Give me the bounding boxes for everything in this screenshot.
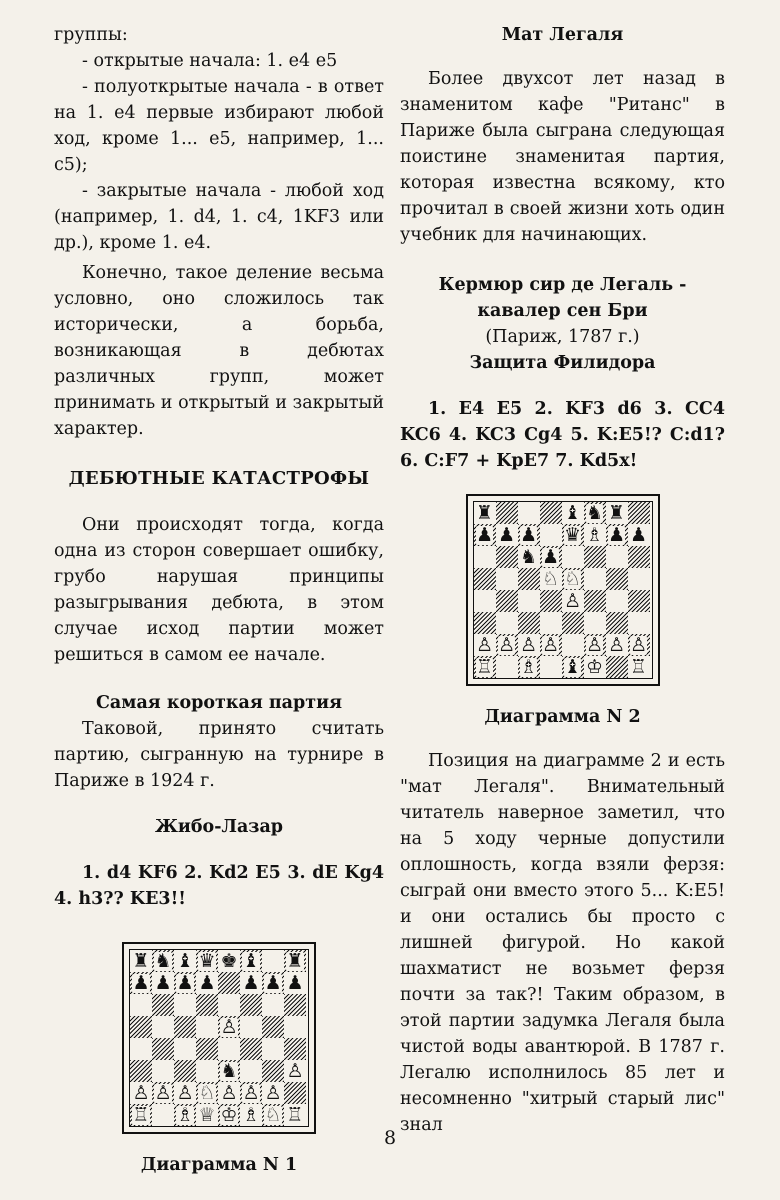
chess-piece-icon: ♘ (563, 567, 582, 590)
board-square (474, 524, 496, 546)
board-square (562, 502, 584, 524)
board-square (284, 1038, 306, 1060)
board-square (284, 1060, 306, 1082)
board-square (174, 1104, 196, 1126)
chess-piece-icon: ♟ (176, 971, 194, 994)
board-square (130, 972, 152, 994)
board-square (584, 546, 606, 568)
board-square (262, 1082, 284, 1104)
paragraph-legal-intro: Более двухсот лет назад в знаменитом кафе "Ританс" в Париже была сыграна следующая поистине знаменитая партия, которая известна всякому, кто прочитал в своей жизни хоть один учебник для начинающих. (400, 69, 725, 245)
chess-piece-icon: ♙ (585, 633, 604, 656)
board-square (562, 546, 584, 568)
board-square (540, 524, 562, 546)
board-square (474, 546, 496, 568)
game-moves-legal: 1. E4 E5 2. KF3 d6 3. CC4 KC6 4. KC3 Cg4 5. K:E5!? C:d1? 6. C:F7 + KpE7 7. Kd5x! (400, 399, 725, 471)
chess-piece-icon: ♝ (563, 501, 582, 524)
board-square (130, 1016, 152, 1038)
board-square (628, 546, 650, 568)
section-title: ДЕБЮТНЫЕ КАТАСТРОФЫ (68, 468, 370, 489)
board-square (540, 546, 562, 568)
chess-piece-icon: ♙ (220, 1081, 238, 1104)
chess-piece-icon: ♖ (286, 1103, 304, 1126)
board-square (152, 1060, 174, 1082)
board-square (496, 656, 518, 678)
opening-name: Защита Филидора (469, 353, 656, 373)
list-item-open: - открытые начала: 1. е4 е5 (82, 51, 338, 71)
chess-piece-icon: ♜ (607, 501, 626, 524)
chess-diagram-2 (466, 494, 660, 686)
chess-piece-icon: ♙ (607, 633, 626, 656)
chess-piece-icon: ♘ (541, 567, 560, 590)
board-square (152, 950, 174, 972)
chess-piece-icon: ♜ (475, 501, 494, 524)
chess-piece-icon: ♝ (176, 949, 194, 972)
board-square (606, 590, 628, 612)
board-square (218, 950, 240, 972)
board-square (562, 524, 584, 546)
board-square (496, 634, 518, 656)
board-square (584, 568, 606, 590)
board-square (562, 568, 584, 590)
board-square (606, 546, 628, 568)
chess-piece-icon: ♛ (563, 523, 582, 546)
chess-piece-icon: ♕ (198, 1103, 216, 1126)
board-square (518, 590, 540, 612)
board-square (540, 612, 562, 634)
chess-piece-icon: ♖ (475, 655, 494, 678)
board-square (130, 1082, 152, 1104)
board-square (196, 950, 218, 972)
board-square (628, 502, 650, 524)
board-square (628, 656, 650, 678)
game-moves: 1. d4 KF6 2. Kd2 E5 3. dE Kg4 4. h3?? KE3!! (54, 863, 384, 909)
chess-diagram-1 (122, 942, 316, 1134)
board-square (496, 568, 518, 590)
board-square (474, 656, 496, 678)
chess-piece-icon: ♚ (220, 949, 238, 972)
board-square (518, 656, 540, 678)
board-square (240, 1082, 262, 1104)
chess-piece-icon: ♟ (629, 523, 648, 546)
chess-piece-icon: ♘ (264, 1103, 282, 1126)
game-place: (Париж, 1787 г.) (485, 327, 640, 347)
chess-piece-icon: ♗ (176, 1103, 194, 1126)
chess-piece-icon: ♟ (154, 971, 172, 994)
chess-piece-icon: ♖ (629, 655, 648, 678)
board-square (540, 590, 562, 612)
board-square (240, 950, 262, 972)
board-square (174, 950, 196, 972)
chess-piece-icon: ♙ (563, 589, 582, 612)
board-square (262, 972, 284, 994)
board-square (174, 1060, 196, 1082)
list-item-closed: - закрытые начала - любой ход (например, 1. d4, 1. с4, 1KF3 или др.), кроме 1. е4. (54, 181, 384, 253)
chess-piece-icon: ♔ (585, 655, 604, 678)
board-square (240, 1038, 262, 1060)
board-square (218, 1060, 240, 1082)
board-square (284, 972, 306, 994)
chess-piece-icon: ♗ (242, 1103, 260, 1126)
chess-piece-icon: ♟ (519, 523, 538, 546)
board-square (628, 590, 650, 612)
game-title-legal: Кермюр сир де Легаль - кавалер сен Бри (438, 275, 687, 321)
chess-piece-icon: ♘ (198, 1081, 216, 1104)
chess-board-2 (474, 502, 652, 678)
board-square (628, 568, 650, 590)
board-square (606, 612, 628, 634)
board-square (130, 1104, 152, 1126)
board-square (130, 1060, 152, 1082)
board-square (152, 1038, 174, 1060)
board-square (284, 950, 306, 972)
paragraph-division: Конечно, такое деление весьма условно, оно сложилось так исторически, а борьба, возникающая в дебютах различных групп, может принимать и открытый и закрытый характер. (54, 263, 384, 439)
chess-piece-icon: ♙ (176, 1081, 194, 1104)
board-square (540, 568, 562, 590)
paragraph-shortest-game: Таковой, принято считать партию, сыгранную на турнире в Париже в 1924 г. (54, 719, 384, 791)
board-square (562, 590, 584, 612)
board-square (284, 994, 306, 1016)
board-square (240, 1104, 262, 1126)
chess-piece-icon: ♙ (286, 1059, 304, 1082)
board-square (196, 994, 218, 1016)
board-square (562, 634, 584, 656)
board-square (606, 634, 628, 656)
chess-piece-icon: ♙ (475, 633, 494, 656)
chess-piece-icon: ♙ (629, 633, 648, 656)
board-square (130, 1038, 152, 1060)
board-square (474, 590, 496, 612)
board-square (196, 1082, 218, 1104)
board-square (518, 524, 540, 546)
board-square (196, 1104, 218, 1126)
board-square (496, 524, 518, 546)
chess-piece-icon: ♞ (154, 949, 172, 972)
paragraph-groups: группы: (54, 25, 128, 45)
paragraph-legal-analysis: Позиция на диаграмме 2 и есть "мат Легаля". Внимательный читатель наверное заметил, что на 5 ходу черные допустили оплошность, когда взяли ферзя: сыграй они вместо этого 5... K:E5! и они остались бы просто с лишней фигурой. Но какой шахматист не возьмет ферзя почти за так?! Таким образом, в этой партии задумка Легаля была чистой воды авантюрой. В 1787 г. Легалю исполнилось 85 лет и несомненно "хитрый старый лис" знал (400, 751, 725, 1135)
board-square (262, 1016, 284, 1038)
board-square (174, 994, 196, 1016)
board-square (540, 634, 562, 656)
board-square (474, 502, 496, 524)
board-square (496, 612, 518, 634)
board-square (496, 590, 518, 612)
board-square (262, 950, 284, 972)
chess-piece-icon: ♙ (519, 633, 538, 656)
subsection-title: Самая короткая партия (95, 693, 343, 713)
chess-piece-icon: ♟ (242, 971, 260, 994)
board-square (218, 1038, 240, 1060)
board-square (262, 1038, 284, 1060)
board-square (218, 1104, 240, 1126)
chess-piece-icon: ♜ (132, 949, 150, 972)
chess-piece-icon: ♞ (519, 545, 538, 568)
board-square (606, 524, 628, 546)
board-square (240, 1016, 262, 1038)
board-square (628, 524, 650, 546)
article-title: Мат Легаля (501, 25, 624, 45)
chess-piece-icon: ♟ (132, 971, 150, 994)
left-column (54, 22, 384, 1178)
diagram-2-caption: Диаграмма N 2 (484, 707, 641, 727)
board-square (496, 502, 518, 524)
chess-piece-icon: ♞ (220, 1059, 238, 1082)
chess-piece-icon: ♙ (242, 1081, 260, 1104)
board-square (174, 972, 196, 994)
board-square (218, 972, 240, 994)
board-square (240, 994, 262, 1016)
board-square (196, 972, 218, 994)
chess-piece-icon: ♙ (154, 1081, 172, 1104)
board-square (518, 568, 540, 590)
board-square (284, 1082, 306, 1104)
board-square (584, 634, 606, 656)
board-square (152, 994, 174, 1016)
board-square (262, 994, 284, 1016)
board-square (262, 1060, 284, 1082)
board-square (606, 502, 628, 524)
chess-piece-icon: ♛ (198, 949, 216, 972)
board-square (540, 502, 562, 524)
board-square (174, 1082, 196, 1104)
board-square (152, 972, 174, 994)
chess-piece-icon: ♙ (497, 633, 516, 656)
board-square (152, 1016, 174, 1038)
board-square (584, 524, 606, 546)
board-square (218, 994, 240, 1016)
board-square (130, 994, 152, 1016)
board-square (218, 1082, 240, 1104)
chess-piece-icon: ♗ (585, 523, 604, 546)
chess-piece-icon: ♞ (585, 501, 604, 524)
chess-piece-icon: ♙ (264, 1081, 282, 1104)
chess-piece-icon: ♔ (220, 1103, 238, 1126)
board-square (240, 972, 262, 994)
chess-piece-icon: ♝ (563, 655, 582, 678)
board-square (540, 656, 562, 678)
chess-piece-icon: ♖ (132, 1103, 150, 1126)
board-square (474, 568, 496, 590)
board-square (518, 502, 540, 524)
chess-piece-icon: ♟ (497, 523, 516, 546)
chess-piece-icon: ♟ (475, 523, 494, 546)
diagram-1-caption: Диаграмма N 1 (140, 1155, 298, 1175)
chess-piece-icon: ♝ (242, 949, 260, 972)
chess-piece-icon: ♟ (541, 545, 560, 568)
board-square (584, 590, 606, 612)
paragraph-catastrophes: Они происходят тогда, когда одна из сторон совершает ошибку, грубо нарушая принципы разыгрывания дебюта, в этом случае исход партии может решиться в самом ее начале. (54, 515, 384, 665)
board-square (284, 1104, 306, 1126)
board-square (174, 1016, 196, 1038)
chess-piece-icon: ♙ (220, 1015, 238, 1038)
board-square (284, 1016, 306, 1038)
board-square (262, 1104, 284, 1126)
board-square (474, 634, 496, 656)
board-square (628, 612, 650, 634)
board-square (174, 1038, 196, 1060)
board-square (474, 612, 496, 634)
board-square (606, 656, 628, 678)
board-square (584, 612, 606, 634)
board-square (240, 1060, 262, 1082)
chess-piece-icon: ♟ (286, 971, 304, 994)
chess-piece-icon: ♙ (132, 1081, 150, 1104)
chess-board-1 (130, 950, 308, 1126)
board-square (628, 634, 650, 656)
diagram-2-wrapper (400, 494, 725, 730)
board-square (218, 1016, 240, 1038)
board-square (196, 1016, 218, 1038)
board-square (518, 634, 540, 656)
board-square (606, 568, 628, 590)
page-number: 8 (383, 1127, 397, 1149)
chess-piece-icon: ♗ (519, 655, 538, 678)
chess-piece-icon: ♟ (198, 971, 216, 994)
board-square (152, 1082, 174, 1104)
board-square (584, 502, 606, 524)
board-square (562, 612, 584, 634)
board-square (196, 1060, 218, 1082)
chess-piece-icon: ♙ (541, 633, 560, 656)
board-square (196, 1038, 218, 1060)
board-square (152, 1104, 174, 1126)
board-square (562, 656, 584, 678)
board-square (518, 612, 540, 634)
chess-piece-icon: ♟ (607, 523, 626, 546)
board-square (130, 950, 152, 972)
chess-piece-icon: ♟ (264, 971, 282, 994)
chess-piece-icon: ♜ (286, 949, 304, 972)
game-title: Жибо-Лазар (154, 817, 284, 837)
board-square (496, 546, 518, 568)
board-square (518, 546, 540, 568)
board-square (584, 656, 606, 678)
right-column (400, 22, 725, 1138)
list-item-semi-open: - полуоткрытые начала - в ответ на 1. е4 первые избирают любой ход, кроме 1... е5, например, 1... с5); (54, 77, 384, 175)
